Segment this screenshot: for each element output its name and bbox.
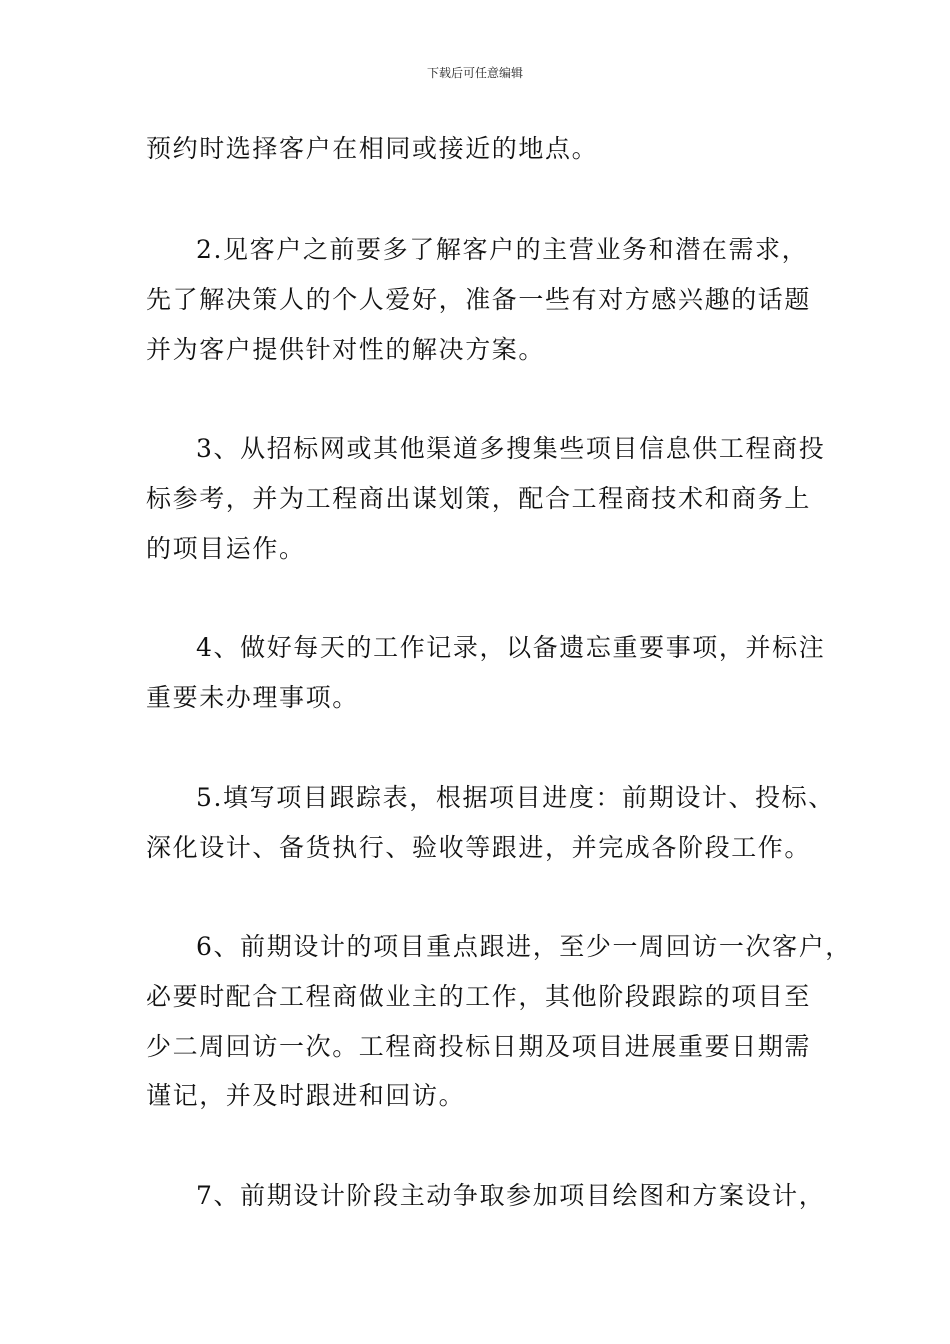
page-header: 下载后可任意编辑 [426,66,523,80]
text-line: 预约时选择客户在相同或接近的地点。 [146,134,599,163]
text-line: 先了解决策人的个人爱好，准备一些有对方感兴趣的话题 [146,285,812,314]
text-line: 4、做好每天的工作记录，以备遗忘重要事项，并标注 [196,633,826,662]
text-line: 并为客户提供针对性的解决方案。 [146,335,546,364]
text-line: 少二周回访一次。工程商投标日期及项目进展重要日期需 [146,1032,812,1061]
text-line: 5.填写项目跟踪表，根据项目进度：前期设计、投标、 [196,783,835,812]
text-line: 2.见客户之前要多了解客户的主营业务和潜在需求， [196,235,809,264]
text-line: 7、前期设计阶段主动争取参加项目绘图和方案设计， [196,1181,826,1210]
text-line: 深化设计、备货执行、验收等跟进，并完成各阶段工作。 [146,833,812,862]
text-line: 的项目运作。 [146,534,306,563]
text-line: 3、从招标网或其他渠道多搜集些项目信息供工程商投 [196,434,826,463]
text-line: 6、前期设计的项目重点跟进，至少一周回访一次客户， [196,932,852,961]
text-line: 重要未办理事项。 [146,683,359,712]
text-line: 必要时配合工程商做业主的工作，其他阶段跟踪的项目至 [146,982,812,1011]
text-line: 谨记，并及时跟进和回访。 [146,1081,466,1110]
text-line: 标参考，并为工程商出谋划策，配合工程商技术和商务上 [146,484,812,513]
